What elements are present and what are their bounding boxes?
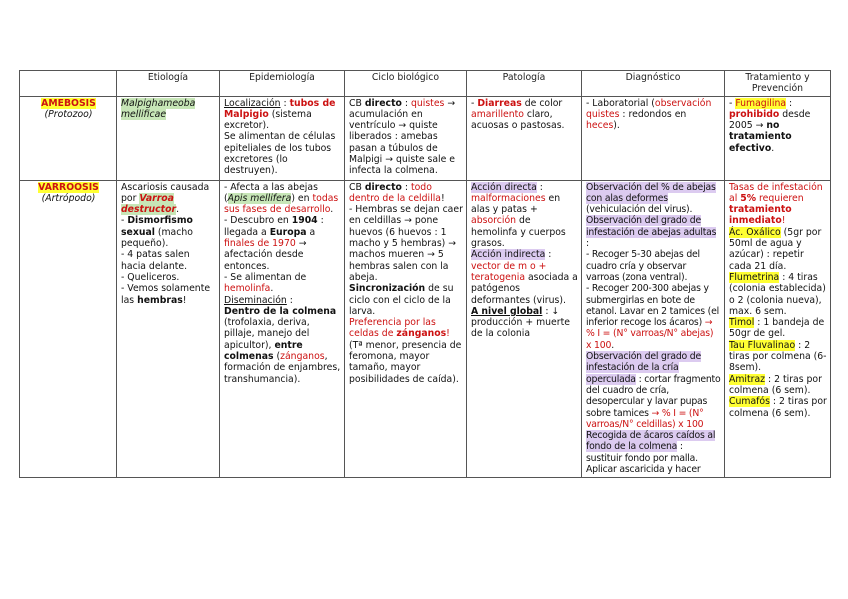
diag-heces: heces <box>586 120 614 132</box>
varroosis-name-cell <box>20 180 117 478</box>
epi-p3b: . <box>270 283 274 295</box>
epi-apis: Apis mellifera <box>227 192 292 204</box>
amebosis-epidemiologia <box>220 96 345 180</box>
trat-no-tratamiento: no tratamiento efectivo <box>729 120 792 154</box>
vpato-malf: malformaciones <box>471 192 546 204</box>
amebosis-patologia <box>467 96 582 180</box>
loc-rest: (sistema excretor). <box>224 108 312 132</box>
vdiag-o2b-pre: - Recoger 200-300 abejas y submergirlas en bote de etanol. Lavar en 2 tamices (el inferior recoge los ácaros) <box>586 283 719 329</box>
header-ciclo: Ciclo biológico <box>345 71 467 97</box>
parasite-table <box>19 70 831 478</box>
cb-pre: CB <box>349 97 365 109</box>
vtrat-timol: Timol <box>729 317 755 329</box>
varroosis-row <box>20 180 831 478</box>
vdiag-o4-rest: : sustituir fondo por malla. Aplicar ascaricida y hacer <box>586 441 701 476</box>
vpato-ind-rest: asociada a patógenos deformantes (virus). <box>471 271 578 306</box>
varroosis-ciclo <box>345 180 467 478</box>
header-empty <box>20 71 117 97</box>
epi-finales: finales de 1970 <box>224 238 296 250</box>
vpato-global-rest: : ↓ producción + muerte de la colonia <box>471 305 570 340</box>
epi-p1a: - Afecta a las abejas ( <box>224 181 318 204</box>
epi-dentro-rest: (trofolaxia, deriva, pillaje, manejo del apicultor), <box>224 317 310 351</box>
header-row <box>20 71 831 97</box>
eti-hembras: hembras <box>137 294 183 306</box>
trat-colon: : <box>786 97 793 109</box>
trat-dash: - <box>729 97 736 109</box>
epi-1904: 1904 <box>291 215 318 227</box>
amebosis-agent: Malpighameoba mellificae <box>121 97 196 120</box>
header-tratamiento: Tratamiento y Prevención <box>725 71 831 97</box>
epi-entre-rest: , formación de enjambres, transhumancia). <box>224 351 341 385</box>
vdiag-o1-rest: (vehiculación del virus). <box>586 204 693 216</box>
trat-prohibido: prohibido <box>729 108 780 120</box>
epi-p1b: ) en <box>291 192 313 204</box>
epi-p2c: a <box>306 226 316 238</box>
pato-dash: - <box>471 97 478 109</box>
epi-entre-a: ( <box>273 351 281 363</box>
vcb-todo: todo dentro de la celdilla <box>349 181 441 204</box>
vpato-colon1: : <box>536 181 543 193</box>
vtrat-timol-rest: : 1 bandeja de 50gr de gel. <box>729 317 825 340</box>
vtrat-acido-rest: (5gr por 50ml de agua y azúcar) : repetir cada 21 día. <box>729 226 822 272</box>
amebosis-name-cell <box>20 96 117 180</box>
vpato-global: A nivel global <box>471 305 543 317</box>
vcb-excl: ! <box>441 192 445 204</box>
amebosis-group: (Protozoo) <box>44 108 93 120</box>
vtrat-inmediato: tratamiento inmediato <box>729 204 792 227</box>
amebosis-row <box>20 96 831 180</box>
epi-p2a: - Descubro en <box>224 215 292 227</box>
trat-fumagilina: Fumagilina <box>735 97 787 109</box>
eti-dismorfismo: Dismorfismo sexual <box>121 215 193 238</box>
trat-end: . <box>771 142 775 154</box>
epi-dentro: Dentro de la colmena <box>224 305 337 317</box>
cb-rest: → acumulación en ventrículo → quiste liberados : amebas pasan a túbulos de Malpigi → quiste sale e infecta la colmena. <box>349 97 456 177</box>
vdiag-o3-rest: : cortar fragmento del cuadro de cría, desopercular y lavar pupas sobre tamices <box>586 373 721 419</box>
eti-l6: - Vemos solamente las <box>121 283 211 306</box>
cb-quistes: quistes <box>410 97 445 109</box>
epi-entre: entre colmenas <box>224 339 303 363</box>
vpato-colon2: : <box>545 249 552 261</box>
eti-l4: - 4 patas salen hacia delante. <box>121 249 190 272</box>
varroosis-name: VARROOSIS <box>38 181 99 193</box>
diag-end: ). <box>613 120 620 132</box>
vpato-abs-rest: de hemolinfa y cuerpos grasos. <box>471 215 566 250</box>
vcb-pref-end: ! <box>446 328 450 340</box>
vdiag-o2a: - Recoger 5-30 abejas del cuadro cría y observar varroas (zona ventral). <box>586 249 700 283</box>
vcb-sinc: Sincronización <box>349 283 426 295</box>
vpato-vector: vector de m o + teratogenia <box>471 260 547 283</box>
loc-label: Localización <box>224 97 281 109</box>
epi-zanganos: zánganos <box>280 351 325 363</box>
vcb-sinc-rest: de su ciclo con el ciclo de la larva. <box>349 283 454 317</box>
vtrat-flumetrina: Flumetrina <box>729 271 780 283</box>
varroosis-tratamiento <box>725 180 831 478</box>
pato-rest: claro, acuosas o pastosas. <box>471 108 565 132</box>
vtrat-flume-rest: : 4 tiras (colonia establecida) o 2 (colonia nueva), max. 6 sem. <box>729 271 826 317</box>
amebosis-ciclo <box>345 96 467 180</box>
amebosis-etiologia <box>117 96 220 180</box>
vtrat-requieren: requieren <box>756 192 804 204</box>
varroosis-etiologia <box>117 180 220 478</box>
vpato-absorcion: absorción <box>471 215 517 227</box>
vdiag-o2-colon: : <box>586 238 589 250</box>
vtrat-cumafos: Cumafós <box>729 396 770 408</box>
pato-de-color: de color <box>521 97 563 109</box>
feed-text: Se alimentan de células epiteliales de los tubos excretores (lo destruyen). <box>224 131 336 177</box>
vtrat-tau-rest: : 2 tiras por colmena (6-8sem). <box>729 339 827 374</box>
vdiag-o2b-formula: → % I = (N° varroas/N° abejas) x 100 <box>586 317 714 351</box>
epi-p2b: : llegada a <box>224 215 324 238</box>
eti-dot: . <box>176 204 180 216</box>
header-patologia: Patología <box>467 71 582 97</box>
eti-varroa: Varroa destructor <box>121 192 177 216</box>
vdiag-o3-formula: → % I = (N° varroas/N° celdillas) x 100 <box>586 407 704 430</box>
amebosis-name: AMEBOSIS <box>41 97 96 109</box>
vdiag-o4: Recogida de ácaros caídos al fondo de la colmena <box>586 430 716 453</box>
vdiag-o3: Observación del grado de infestación de la cría operculada <box>586 351 701 385</box>
varroosis-epidemiologia <box>220 180 345 478</box>
vdiag-o1: Observación del % de abejas con alas deformes <box>586 181 716 204</box>
vcb-pre: CB <box>349 181 365 193</box>
epi-dis-colon: : <box>286 294 293 306</box>
epi-hemolinfa: hemolinfa <box>224 283 271 295</box>
vpato-malf-rest: en alas y patas + <box>471 192 561 216</box>
vtrat-pct: 5% <box>740 192 757 204</box>
vpato-acc-dir: Acción directa <box>471 181 537 193</box>
vcb-zanganos: zánganos <box>396 328 447 340</box>
eti-l1: Ascariosis causada por <box>121 181 210 204</box>
eti-dis-rest: (macho pequeño). <box>121 226 193 250</box>
varroosis-diagnostico <box>582 180 725 478</box>
vtrat-amitraz: Amitraz <box>729 373 766 385</box>
cb-colon: : <box>401 97 411 109</box>
epi-europa: Europa <box>269 226 307 238</box>
eti-dis-dash: - <box>121 215 128 227</box>
diag-mid: : redondos en <box>619 108 687 120</box>
vdiag-o2b-end: . <box>611 339 614 351</box>
amebosis-tratamiento <box>725 96 831 180</box>
loc-sep: : <box>280 97 290 109</box>
diag-pre: - Laboratorial ( <box>586 97 655 109</box>
vcb-last: (Tª menor, presencia de feromona, mayor tamaño, mayor posibilidades de caída). <box>349 339 462 385</box>
vtrat-acido: Ác. Oxálico <box>729 226 781 238</box>
header-epidemiologia: Epidemiología <box>220 71 345 97</box>
vcb-l2: - Hembras se dejan caer en celdillas → pone huevos (6 huevos : 1 macho y 5 hembras) → machos mueren → 5 hembras salen con la abeja. <box>349 204 463 283</box>
trat-desde: desde 2005 → <box>729 108 811 132</box>
loc-value: tubos de Malpigio <box>224 97 336 120</box>
epi-p2d: → afectación desde entonces. <box>224 238 307 272</box>
vtrat-amitraz-rest: : 2 tiras por colmena (6 sem). <box>729 373 822 396</box>
cb-directo: directo <box>364 97 402 109</box>
pato-amarillo: amarillento <box>471 108 524 120</box>
vcb-directo: directo <box>364 181 402 193</box>
eti-l5: - Queliceros. <box>121 271 180 283</box>
epi-p1d: . <box>330 204 334 216</box>
vcb-colon: : <box>401 181 411 193</box>
vtrat-tasas: Tasas de infestación al <box>729 181 823 204</box>
varroosis-patologia <box>467 180 582 478</box>
epi-diseminacion: Diseminación <box>224 294 287 306</box>
amebosis-diagnostico <box>582 96 725 180</box>
header-diagnostico: Diagnóstico <box>582 71 725 97</box>
diag-obs: observación quistes <box>586 97 712 120</box>
vtrat-tau: Tau Fluvalinao <box>729 339 796 351</box>
eti-excl: ! <box>182 294 187 306</box>
varroosis-group: (Artrópodo) <box>41 192 96 204</box>
epi-p1c: todas sus fases de desarrollo <box>224 192 339 216</box>
vtrat-excl: ! <box>781 215 786 227</box>
vpato-acc-ind: Acción indirecta <box>471 249 546 261</box>
vdiag-o2: Observación del grado de infestación de abejas adultas <box>586 215 717 238</box>
vtrat-cuma-rest: : 2 tiras por colmena (6 sem). <box>729 396 827 419</box>
header-etiologia: Etiología <box>117 71 220 97</box>
epi-p3a: - Se alimentan de <box>224 271 307 283</box>
vcb-pref: Preferencia por las celdas de <box>349 317 436 340</box>
pato-diarreas: Diarreas <box>477 97 522 109</box>
